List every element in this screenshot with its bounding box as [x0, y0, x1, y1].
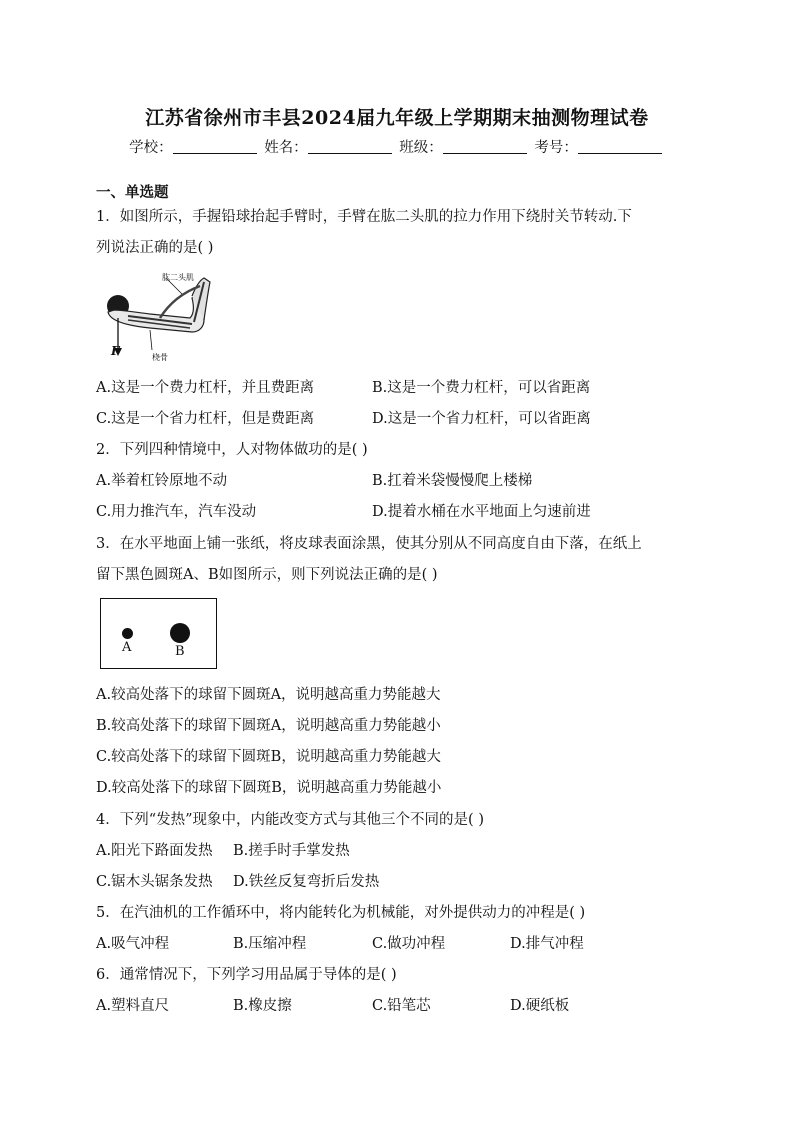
q5-option-c[interactable]: C.做功冲程 — [372, 936, 446, 952]
radius-bone-label: 桡骨 — [152, 353, 168, 362]
spot-a-label: A — [122, 640, 132, 655]
spot-b-label: B — [175, 644, 185, 659]
q6-option-c[interactable]: C.铅笔芯 — [372, 998, 431, 1014]
force-label: F — [111, 344, 120, 358]
q4-option-a[interactable]: A.阳光下路面发热 — [96, 843, 213, 859]
q4-option-b[interactable]: B.搓手时手掌发热 — [233, 843, 350, 859]
q6-option-d[interactable]: D.硬纸板 — [510, 998, 570, 1014]
spot-a — [122, 628, 133, 639]
exam-number-label: 考号： — [534, 140, 578, 156]
spots-figure — [100, 598, 217, 669]
q1-stem-line-2: 列说法正确的是( ) — [96, 240, 214, 256]
q3-option-c[interactable]: C.较高处落下的球留下圆斑B，说明越高重力势能越大 — [96, 749, 441, 765]
q3-option-a[interactable]: A.较高处落下的球留下圆斑A，说明越高重力势能越大 — [96, 687, 441, 703]
q1-option-d[interactable]: D.这是一个省力杠杆，可以省距离 — [372, 411, 591, 427]
q4-option-d[interactable]: D.铁丝反复弯折后发热 — [233, 874, 380, 890]
class-blank[interactable] — [443, 139, 527, 154]
q5-option-a[interactable]: A.吸气冲程 — [96, 936, 170, 952]
q2-option-d[interactable]: D.提着水桶在水平地面上匀速前进 — [372, 504, 591, 520]
section-title: 一、单选题 — [96, 184, 169, 201]
class-label: 班级： — [399, 140, 443, 156]
q2-option-a[interactable]: A.举着杠铃原地不动 — [96, 473, 228, 489]
q4-stem: 4．下列“发热”现象中，内能改变方式与其他三个不同的是( ) — [96, 812, 484, 828]
q3-option-d[interactable]: D.较高处落下的球留下圆斑B，说明越高重力势能越小 — [96, 780, 442, 796]
q1-option-c[interactable]: C.这是一个省力杠杆，但是费距离 — [96, 411, 315, 427]
q1-option-a[interactable]: A.这是一个费力杠杆，并且费距离 — [96, 380, 315, 396]
school-blank[interactable] — [173, 139, 257, 154]
q2-stem: 2．下列四种情境中，人对物体做功的是( ) — [96, 442, 368, 458]
q3-stem-line-1: 3．在水平地面上铺一张纸，将皮球表面涂黑，使其分别从不同高度自由下落，在纸上 — [96, 536, 642, 552]
school-label: 学校： — [129, 140, 173, 156]
q4-option-c[interactable]: C.锯木头锯条发热 — [96, 874, 213, 890]
q6-option-a[interactable]: A.塑料直尺 — [96, 998, 170, 1014]
student-info-line — [0, 136, 794, 157]
exam-number-blank[interactable] — [578, 139, 662, 154]
q6-option-b[interactable]: B.橡皮擦 — [233, 998, 292, 1014]
exam-title: 江苏省徐州市丰县2024届九年级上学期期末抽测物理试卷 — [145, 107, 649, 129]
name-blank[interactable] — [308, 139, 392, 154]
q2-option-b[interactable]: B.扛着米袋慢慢爬上楼梯 — [372, 473, 533, 489]
q1-stem-line-1: 1．如图所示，手握铅球抬起手臂时，手臂在肱二头肌的拉力作用下绕肘关节转动.下 — [96, 209, 632, 225]
q5-stem: 5．在汽油机的工作循环中，将内能转化为机械能，对外提供动力的冲程是( ) — [96, 905, 586, 921]
q3-stem-line-2: 留下黑色圆斑A、B如图所示，则下列说法正确的是( ) — [96, 567, 438, 583]
q1-option-b[interactable]: B.这是一个费力杠杆，可以省距离 — [372, 380, 591, 396]
spot-b — [170, 623, 190, 643]
biceps-label: 肱二头肌 — [162, 273, 194, 282]
q2-option-c[interactable]: C.用力推汽车，汽车没动 — [96, 504, 257, 520]
q5-option-d[interactable]: D.排气冲程 — [510, 936, 584, 952]
name-label: 姓名： — [264, 140, 308, 156]
q5-option-b[interactable]: B.压缩冲程 — [233, 936, 307, 952]
q6-stem: 6．通常情况下，下列学习用品属于导体的是( ) — [96, 967, 397, 983]
q3-option-b[interactable]: B.较高处落下的球留下圆斑A，说明越高重力势能越小 — [96, 718, 441, 734]
